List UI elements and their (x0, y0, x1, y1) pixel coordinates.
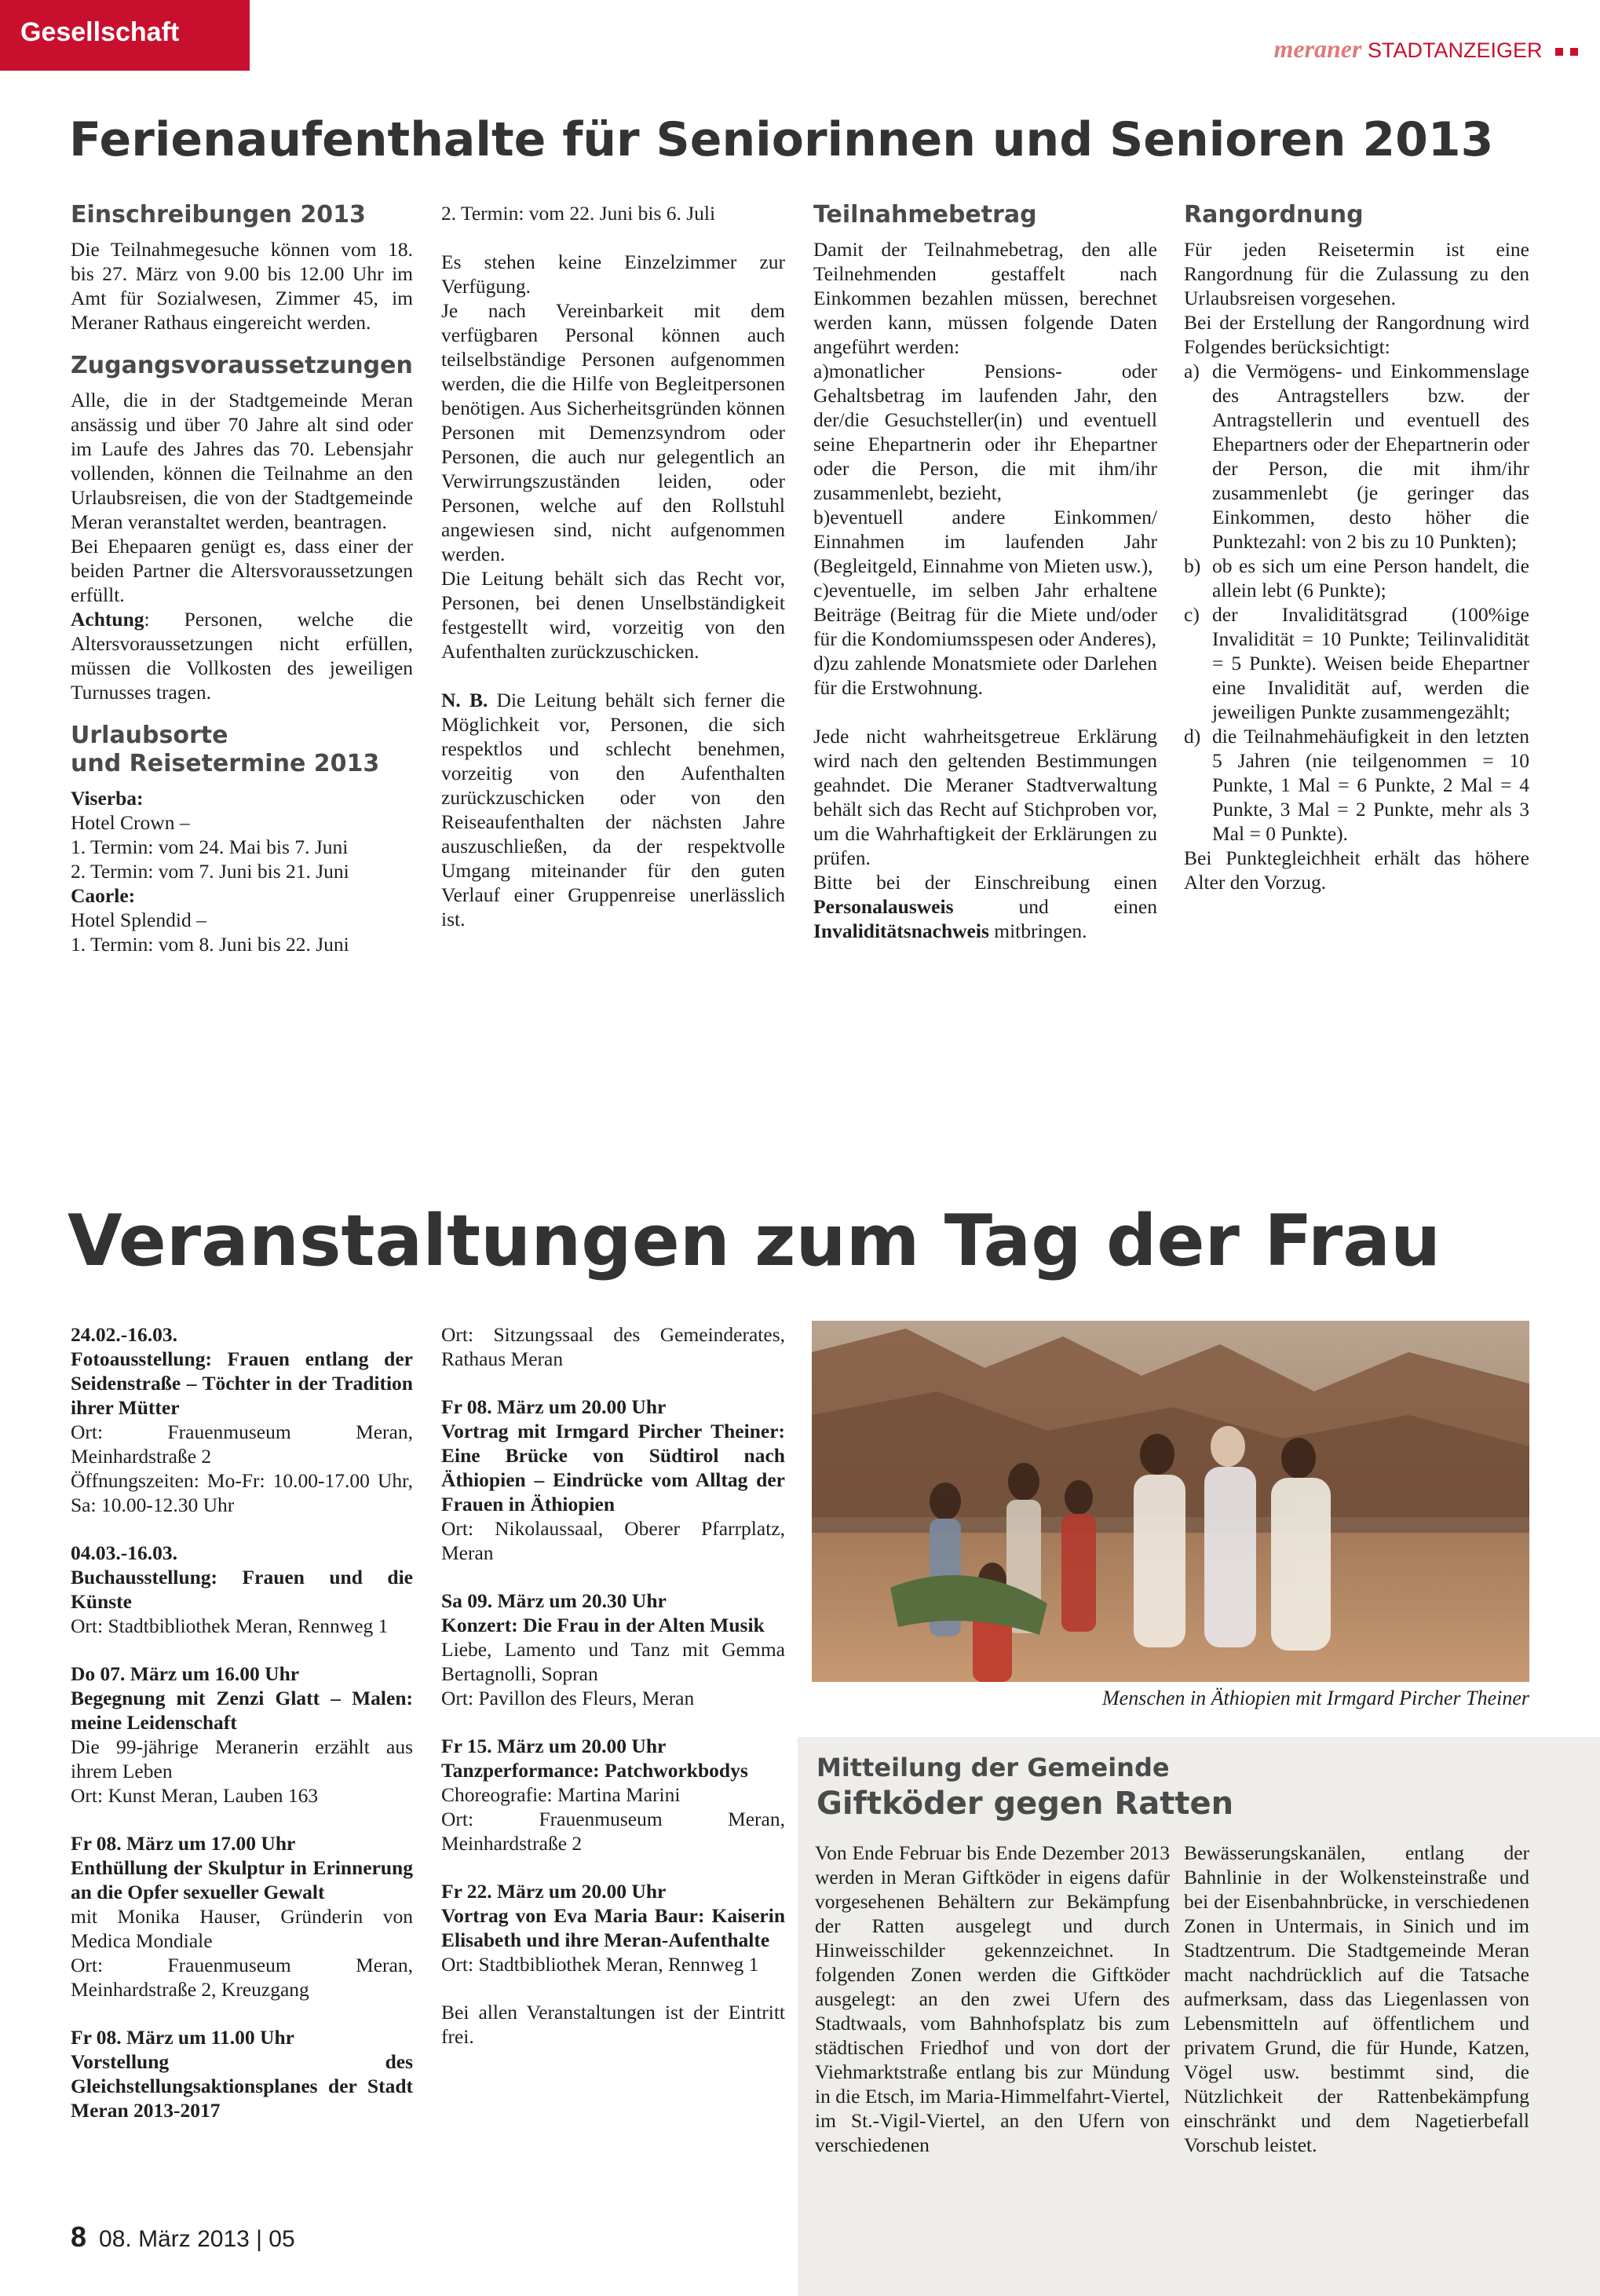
hotel: Hotel Crown – (71, 811, 190, 834)
bold-term: Personalausweis (813, 895, 954, 918)
list-text: die Teilnahmehäufigkeit in den letzten 5 Jahren (nie teilgenommen = 10 Punkte, 1 Mal = 6 Punkte, 2 Mal = 4 Punkte, 3 Mal = 2 Punkte, mehr als 3 Mal = 0 Punkte). (1212, 725, 1529, 845)
article-title: Ferienaufenthalte für Seniorinnen und Senioren 2013 (69, 112, 1494, 167)
list-item (1184, 724, 1529, 846)
photo-illustration (812, 1321, 1529, 1682)
place: Viserba: (71, 787, 144, 810)
list-text: ob es sich um eine Person handelt, die allein lebt (6 Punkte); (1212, 554, 1529, 601)
event-date: Fr 15. März um 20.00 Uhr (441, 1735, 667, 1757)
paragraph: Bei der Erstellung der Rangordnung wird Folgendes berücksichtigt: (1184, 311, 1529, 358)
subheading: Einschreibungen 2013 (71, 201, 366, 229)
bold-term: Achtung (71, 608, 144, 631)
date-line: 2. Termin: vom 22. Juni bis 6. Juli (441, 202, 716, 225)
article1-column-2 (441, 201, 785, 931)
event-detail: Ort: Frauenmuseum Meran, Meinhardstraße 2 (441, 1808, 785, 1855)
list-item (1184, 602, 1529, 724)
events-column-2 (441, 1322, 785, 2049)
page-number: 8 (71, 2221, 87, 2253)
event-detail: Ort: Frauenmuseum Meran, Meinhardstraße 2, Kreuzgang (71, 1954, 413, 2001)
paragraph-text: mitbringen. (988, 919, 1087, 942)
paragraph: Die Teilnahmegesuche können vom 18. bis 27. März von 9.00 bis 12.00 Uhr im Amt für Sozialwesen, Zimmer 45, im Meraner Rathaus eingereicht werden. (71, 238, 413, 334)
section-label: Gesellschaft (20, 17, 180, 47)
paragraph-text: : Personen, welche die Altersvoraussetzungen nicht erfüllen, müssen die Vollkosten des jeweiligen Turnusses tragen. (71, 608, 413, 704)
article1-column-4 (1184, 201, 1529, 894)
notice-box (798, 1737, 1600, 2296)
subheading: Urlaubsorte (71, 722, 228, 749)
event-detail: Ort: Stadtbibliothek Meran, Rennweg 1 (441, 1953, 759, 1976)
list-text: die Vermögens- und Einkommenslage des Antragstellers bzw. der Antragstellerin und eventuell des Ehepartners oder der Ehepartnerin oder der Person, die mit ihm/ihr zusammenlebt (je geringer das Einkommen, desto höher die Punktezahl: von 2 bis zu 10 Punkten); (1212, 360, 1529, 553)
event-title: Tanzperformance: Patchworkbodys (441, 1759, 748, 1782)
footer (71, 2221, 295, 2254)
event-date: Fr 22. März um 20.00 Uhr (441, 1880, 667, 1903)
event-date: Fr 08. März um 17.00 Uhr (71, 1832, 296, 1855)
date-line: 1. Termin: vom 8. Juni bis 22. Juni (71, 933, 349, 956)
event-title: Vorstellung des Gleichstellungsaktionsplanes der Stadt Meran 2013-2017 (71, 2050, 413, 2122)
event-item (71, 1662, 413, 1808)
square-icon (1570, 48, 1578, 56)
list-item: b)eventuell andere Einkommen/ Einnahmen im laufenden Jahr (Begleitgeld, Einnahme von Mieten usw.), (813, 506, 1157, 577)
event-detail: Ort: Stadtbibliothek Meran, Rennweg 1 (71, 1614, 389, 1637)
paragraph (71, 607, 413, 704)
bold-term: Invaliditätsnachweis (813, 919, 989, 942)
paragraph: Ort: Sitzungssaal des Gemeinderates, Rathaus Meran (441, 1323, 785, 1370)
event-item (71, 2025, 413, 2122)
article1-column-3 (813, 201, 1157, 943)
list-item: a)monatlicher Pensions- oder Gehaltsbetrag im laufenden Jahr, den der/die Gesuchsteller(in) und eventuell seine Ehepartnerin oder ihr Ehepartner oder die Person, die mit ihm/ihr zusammenlebt, bezieht, (813, 360, 1157, 504)
subheading: und Reisetermine 2013 (71, 750, 380, 777)
notice-text-right: Bewässerungskanälen, entlang der Bahnlinie in der Wolkensteinstraße und bei der Eisenbahnbrücke, in verschiedenen Zonen in Untermais, in Sinich und im Stadtzentrum. Die Stadtgemeinde Meran macht nachdrücklich auf die Tatsache aufmerksam, dass das Liegenlassen von Lebensmitteln auf öffentlichem und privatem Grund, die für Hunde, Katzen, Vögel usw. bestimmt sind, die Nützlichkeit der Rattenbekämpfung einschränkt und dem Nagetierbefall Vorschub leistet. (1184, 1841, 1529, 2156)
paragraph: Es stehen keine Einzelzimmer zur Verfügung. (441, 250, 785, 298)
event-title: Vortrag mit Irmgard Pircher Theiner: Eine Brücke von Südtirol nach Äthiopien – Eindrücke vom Alltag der Frauen in Äthiopien (441, 1420, 785, 1515)
event-item (71, 1322, 413, 1517)
event-detail: Ort: Kunst Meran, Lauben 163 (71, 1784, 319, 1807)
event-date: Fr 08. März um 20.00 Uhr (441, 1395, 667, 1418)
date-line: 2. Termin: vom 7. Juni bis 21. Juni (71, 860, 349, 883)
photo-caption: Menschen in Äthiopien mit Irmgard Pircher Theiner (1102, 1687, 1529, 1709)
list-item: c)eventuelle, im selben Jahr erhaltene Beiträge (Beitrag für die Miete und/oder für die Kondomiumsspesen oder Anderes), (813, 579, 1157, 650)
events-column-1 (71, 1322, 413, 2146)
event-detail: Ort: Nikolaussaal, Oberer Pfarrplatz, Meran (441, 1517, 785, 1564)
masthead (1273, 35, 1578, 64)
notice-title: Giftköder gegen Ratten (816, 1786, 1234, 1822)
paragraph: Die Leitung behält sich das Recht vor, Personen, bei denen Unselbständigkeit festgestellt wird, vorzeitig von den Aufenthalten zurückzuschicken. (441, 567, 785, 663)
paragraph: Bei Punktegleichheit erhält das höhere Alter den Vorzug. (1184, 846, 1529, 894)
event-item (441, 1589, 785, 1710)
bold-term: N. B. (441, 689, 488, 711)
paragraph: Bei allen Veranstaltungen ist der Eintritt frei. (441, 2001, 785, 2048)
event-title: Enthüllung der Skulptur in Erinnerung an die Opfer sexueller Gewalt (71, 1856, 413, 1903)
place: Caorle: (71, 884, 136, 907)
event-item (71, 1831, 413, 2002)
date-line: 1. Termin: vom 24. Mai bis 7. Juni (71, 835, 349, 858)
brand-paper: STADTANZEIGER (1367, 38, 1543, 62)
notice-kicker: Mitteilung der Gemeinde (816, 1753, 1170, 1782)
hotel: Hotel Splendid – (71, 909, 206, 931)
event-item (441, 1395, 785, 1565)
paragraph: Bei Ehepaaren genügt es, dass einer der beiden Partner die Altersvoraussetzungen erfüllt. (71, 535, 413, 606)
list-text: der Invaliditätsgrad (100%ige Invalidität = 10 Punkte; Teilinvalidität = 5 Punkte). Weisen beide Ehepartner eine Invalidität auf, werden die jeweiligen Punkte zusammengezählt; (1212, 603, 1529, 723)
paragraph: Damit der Teilnahmebetrag, den alle Teilnehmenden gestaffelt nach Einkommen bezahlen müssen, berechnet werden kann, müssen folgende Daten angeführt werden: (813, 238, 1157, 358)
list-item (1184, 359, 1529, 554)
paragraph: Für jeden Reisetermin ist eine Rangordnung für die Zulassung zu den Urlaubsreisen vorgesehen. (1184, 238, 1529, 309)
event-item (441, 1734, 785, 1855)
paragraph-text: Bitte bei der Einschreibung einen (813, 871, 1157, 894)
subheading: Rangordnung (1184, 201, 1364, 229)
paragraph (441, 688, 785, 931)
event-title: Buchausstellung: Frauen und die Künste (71, 1566, 413, 1613)
list-marker: d) (1184, 725, 1201, 748)
list-item: d)zu zahlende Monatsmiete oder Darlehen für die Erstwohnung. (813, 652, 1157, 699)
photo-ethiopia (812, 1321, 1529, 1682)
notice-text-left: Von Ende Februar bis Ende Dezember 2013 werden in Meran Giftköder in eigens dafür vorgesehenen Behältern zur Bekämpfung der Ratten ausgelegt und durch Hinweisschilder gekennzeichnet. In folgenden Zonen werden die Giftköder ausgelegt: an den zwei Ufern des Stadtwaals, vom Bahnhofsplatz bis zum städtischen Friedhof und von dort der Viehmarktstraße entlang bis zur Mündung in die Etsch, im Maria-Himmelfahrt-Viertel, im St.-Vigil-Viertel, an den Ufern von verschiedenen (815, 1841, 1170, 2156)
section-tag (0, 0, 250, 71)
event-detail: Öffnungszeiten: Mo-Fr: 10.00-17.00 Uhr, Sa: 10.00-12.30 Uhr (71, 1469, 413, 1516)
paragraph-text: Die Leitung behält sich ferner die Möglichkeit vor, Personen, die sich respektlos und schlecht benehmen, vorzeitig von den Aufenthalten zurückzuschicken oder von den Reiseaufenthalten der nächsten Jahre auszuschließen, da der respektvolle Umgang miteinander für den guten Verlauf einer Gruppenreise unerlässlich ist. (441, 689, 785, 930)
event-date: Do 07. März um 16.00 Uhr (71, 1662, 300, 1685)
event-detail: Choreografie: Martina Marini (441, 1783, 681, 1806)
subheading: Zugangsvoraussetzungen (71, 352, 413, 379)
event-detail: Die 99-jährige Meranerin erzählt aus ihrem Leben (71, 1735, 413, 1782)
event-date: 24.02.-16.03. (71, 1323, 177, 1346)
list-marker: c) (1184, 603, 1200, 626)
event-detail: Ort: Frauenmuseum Meran, Meinhardstraße 2 (71, 1420, 413, 1468)
paragraph: Je nach Vereinbarkeit mit dem verfügbaren Personal können auch teilselbständige Personen aufgenommen werden, die die Hilfe von Begleitpersonen benötigen. Aus Sicherheitsgründen können Personen mit Demenzsyndrom oder Personen, die auch nur gelegentlich an Verwirrungszuständen leiden, oder Personen, welche auf den Rollstuhl angewiesen sind, nicht aufgenommen werden. (441, 299, 785, 565)
event-list (441, 1395, 785, 1976)
article1-column-1 (71, 201, 413, 956)
event-detail: Liebe, Lamento und Tanz mit Gemma Bertagnolli, Sopran (441, 1638, 785, 1685)
issue-date: 08. März 2013 | 05 (99, 2226, 295, 2252)
article-title: Veranstaltungen zum Tag der Frau (68, 1200, 1441, 1282)
event-detail: mit Monika Hauser, Gründerin von Medica Mondiale (71, 1905, 413, 1952)
event-date: 04.03.-16.03. (71, 1541, 177, 1564)
list-marker: a) (1184, 360, 1200, 382)
event-date: Sa 09. März um 20.30 Uhr (441, 1589, 667, 1612)
event-title: Begegnung mit Zenzi Glatt – Malen: meine Leidenschaft (71, 1687, 413, 1734)
event-item (441, 1879, 785, 1976)
paragraph (813, 870, 1157, 943)
paragraph: Alle, die in der Stadtgemeinde Meran ansässig und über 70 Jahre alt sind oder im Laufe des Jahres das 70. Lebensjahr vollenden, können die Teilnahme an den Urlaubsreisen, die von der Stadtgemeinde Meran veranstaltet werden, beantragen. (71, 389, 413, 533)
list-item (1184, 554, 1529, 602)
event-item (71, 1541, 413, 1638)
event-detail: Ort: Pavillon des Fleurs, Meran (441, 1687, 695, 1709)
event-title: Konzert: Die Frau in der Alten Musik (441, 1614, 765, 1636)
brand-name: meraner (1273, 35, 1362, 63)
square-icon (1555, 48, 1563, 56)
paragraph: Jede nicht wahrheitsgetreue Erklärung wird nach den geltenden Bestimmungen geahndet. Die Meraner Stadtverwaltung behält sich das Recht auf Stichproben vor, um die Wahrhaftigkeit der Erklärungen zu prüfen. (813, 725, 1157, 869)
event-date: Fr 08. März um 11.00 Uhr (71, 2026, 294, 2049)
paragraph-text: und einen (953, 895, 1157, 918)
list-marker: b) (1184, 554, 1201, 577)
event-title: Vortrag von Eva Maria Baur: Kaiserin Elisabeth und ihre Meran-Aufenthalte (441, 1904, 785, 1951)
event-title: Fotoausstellung: Frauen entlang der Seidenstraße – Töchter in der Tradition ihrer Mütter (71, 1347, 413, 1419)
subheading: Teilnahmebetrag (813, 201, 1037, 229)
